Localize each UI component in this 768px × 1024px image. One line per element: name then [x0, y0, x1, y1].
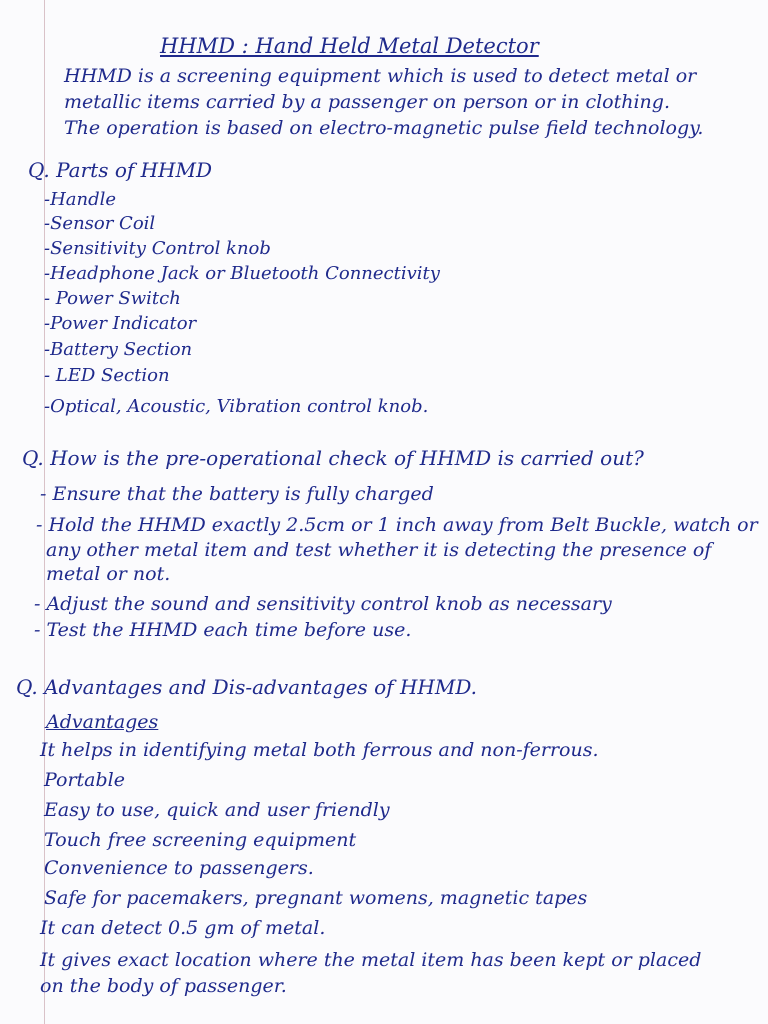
check-line: - Test the HHMD each time before use.	[34, 619, 412, 641]
advantage-line: on the body of passenger.	[40, 975, 287, 997]
advantage-line: It gives exact location where the metal item has been kept or placed	[40, 949, 702, 971]
parts-item: -Sensor Coil	[44, 213, 156, 234]
parts-heading: Q. Parts of HHMD	[28, 158, 213, 182]
intro-line: HHMD is a screening equipment which is used to detect metal or	[64, 65, 697, 87]
parts-item: -Power Indicator	[44, 313, 197, 334]
check-heading: Q. How is the pre-operational check of HHMD is carried out?	[22, 446, 644, 470]
advantage-line: Convenience to passengers.	[44, 857, 314, 879]
advantage-line: Touch free screening equipment	[44, 829, 357, 851]
check-line: - Hold the HHMD exactly 2.5cm or 1 inch away from Belt Buckle, watch or	[36, 514, 758, 536]
parts-item: - Power Switch	[44, 288, 181, 309]
parts-item: -Headphone Jack or Bluetooth Connectivity	[44, 263, 440, 284]
page-title: HHMD : Hand Held Metal Detector	[160, 34, 539, 58]
check-line: metal or not.	[46, 563, 171, 585]
intro-line: The operation is based on electro-magnetic pulse field technology.	[64, 117, 704, 139]
parts-item: -Handle	[44, 189, 117, 210]
parts-item: - LED Section	[44, 365, 170, 386]
advantages-subheading: Advantages	[46, 711, 159, 733]
check-line: - Ensure that the battery is fully charged	[40, 483, 434, 505]
advantage-line: Safe for pacemakers, pregnant womens, magnetic tapes	[44, 887, 588, 909]
parts-item: -Optical, Acoustic, Vibration control knob.	[44, 396, 429, 417]
advantage-line: Easy to use, quick and user friendly	[44, 799, 390, 821]
parts-item: -Battery Section	[44, 339, 193, 360]
check-line: any other metal item and test whether it is detecting the presence of	[46, 539, 712, 561]
intro-line: metallic items carried by a passenger on person or in clothing.	[64, 91, 670, 113]
advantage-line: Portable	[44, 769, 125, 791]
advantages-heading: Q. Advantages and Dis-advantages of HHMD.	[16, 675, 477, 699]
parts-item: -Sensitivity Control knob	[44, 238, 271, 259]
advantage-line: It helps in identifying metal both ferrous and non-ferrous.	[40, 739, 599, 761]
check-line: - Adjust the sound and sensitivity control knob as necessary	[34, 593, 612, 615]
advantage-line: It can detect 0.5 gm of metal.	[40, 917, 326, 939]
